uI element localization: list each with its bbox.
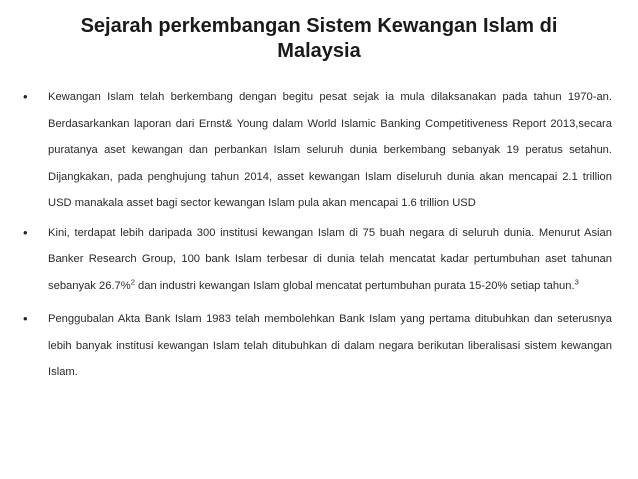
bullet-text-part-a: Kini, terdapat lebih daripada 300 institusi kewangan Islam di 75 buah negara di seluruh dunia. Menurut Asian Banker Research Group, 100 bank Islam terbesar di dunia telah mencatat kadar pertumbuhan aset tahunan sebanyak 26.7% [48, 226, 612, 292]
title-line-1: Sejarah perkembangan Sistem Kewangan Islam di [80, 15, 558, 37]
footnote-ref: 2 [130, 276, 135, 286]
bullet-icon: • [23, 311, 28, 326]
bullet-text: Kewangan Islam telah berkembang dengan begitu pesat sejak ia mula dilaksanakan pada tahun 1970-an. Berdasarkankan laporan dari Ernst& Young dalam World Islamic Banking Competitiveness Report 2013,secara puratanya aset kewangan dan perbankan Islam seluruh dunia berkembang sebanyak 19 peratus setahun. Dijangkakan, pada penghujung tahun 2014, asset kewangan Islam diseluruh dunia akan mencapai 2.1 trillion USD manakala asset bagi sector kewangan Islam pula akan mencapai 1.6 trillion USD [48, 91, 612, 209]
bullet-icon: • [23, 224, 28, 240]
bullet-item-institutions [0, 220, 638, 300]
bullet-text: Penggubalan Akta Bank Islam 1983 telah membolehkan Bank Islam yang pertama ditubuhkan dan seterusnya lebih banyak institusi kewangan Islam telah ditubuhkan di dalam negara berikutan liberalisasi sistem kewangan Islam. [48, 313, 612, 378]
bullet-item-act [0, 306, 638, 386]
bullet-list [0, 84, 638, 386]
bullet-icon: • [23, 89, 28, 104]
bullet-text-part-b: dan industri kewangan Islam global mencatat pertumbuhan purata 15-20% setiap tahun. [134, 279, 575, 292]
footnote-ref: 3 [574, 276, 579, 286]
slide-title [20, 14, 618, 64]
title-line-2: Malaysia [277, 40, 361, 62]
bullet-text [48, 220, 612, 300]
bullet-item-growth [0, 84, 638, 217]
